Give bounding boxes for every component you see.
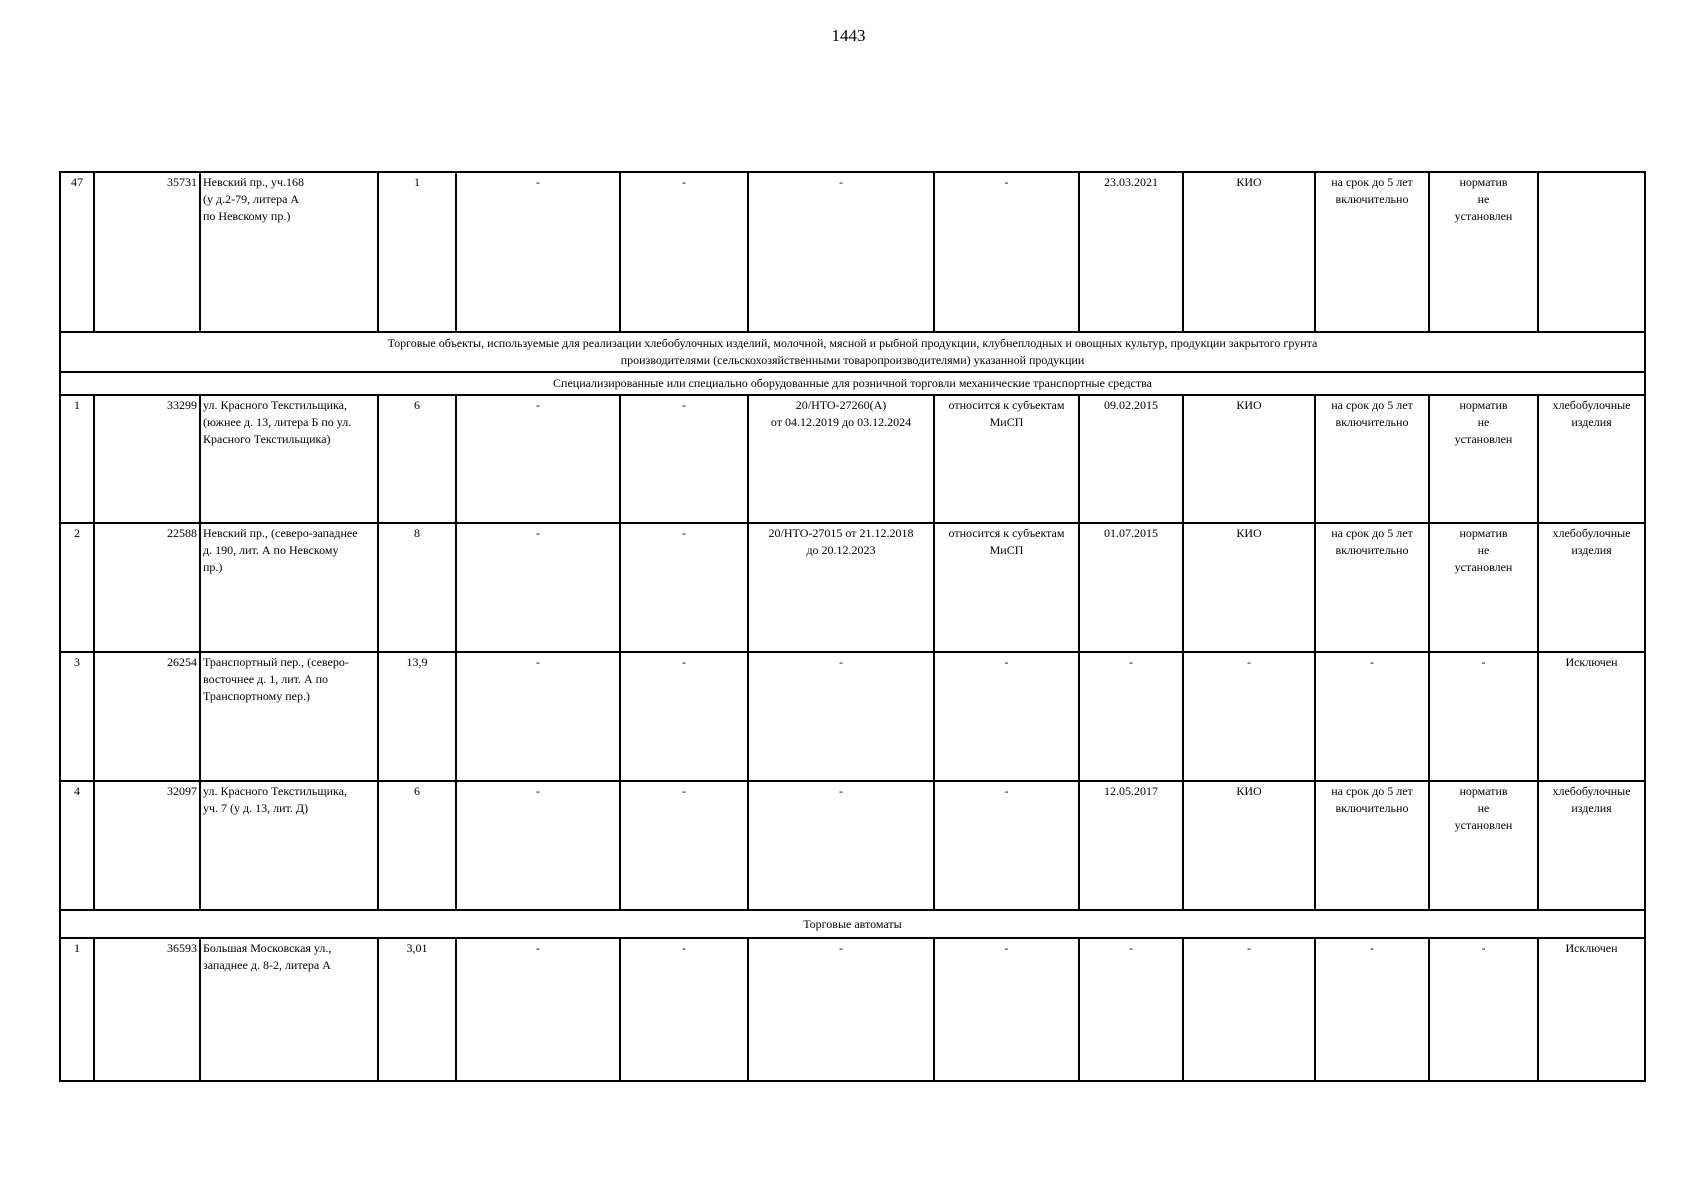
- address: ул. Красного Текстильщика, (южнее д. 13, литера Б по ул. Красного Текстильщика): [203, 398, 352, 446]
- row-number: 4: [60, 781, 94, 910]
- term: -: [1370, 941, 1374, 955]
- organization: КИО: [1183, 523, 1315, 652]
- page-number: 1443: [831, 26, 866, 45]
- section-title: Специализированные или специально оборудованные для розничной торговли механические транспортные средства: [553, 376, 1152, 390]
- table-row: [60, 523, 1645, 652]
- contract: -: [839, 784, 843, 798]
- row-number: 3: [60, 652, 94, 781]
- area: 6: [378, 781, 456, 910]
- contract: -: [839, 175, 843, 189]
- note: хлебобулочные изделия: [1552, 784, 1631, 815]
- term: на срок до 5 лет включительно: [1331, 526, 1413, 557]
- object-id: 33299: [94, 395, 200, 523]
- date: 12.05.2017: [1079, 781, 1183, 910]
- table-row: [60, 395, 1645, 523]
- area: 8: [378, 523, 456, 652]
- table-row: [60, 172, 1645, 332]
- contract: -: [839, 941, 843, 955]
- organization: -: [1183, 938, 1315, 1081]
- object-id: 35731: [94, 172, 200, 332]
- section-title: Торговые объекты, используемые для реализации хлебобулочных изделий, молочной, мясной и рыбной продукции, клубнеплодных и овощных культур, продукции закрытого грунта производителями (сельскохозяйственными товаропроизводителями) указанной продукции: [387, 336, 1318, 367]
- object-id: 36593: [94, 938, 200, 1081]
- col-6: -: [620, 172, 748, 332]
- norm: норматив не установлен: [1454, 784, 1513, 832]
- norm: норматив не установлен: [1454, 175, 1513, 223]
- area: 1: [378, 172, 456, 332]
- col-5: -: [456, 395, 620, 523]
- contract: 20/НТО-27260(А) от 04.12.2019 до 03.12.2024: [770, 398, 912, 429]
- smsp-status: -: [1004, 655, 1009, 669]
- row-number: 47: [60, 172, 94, 332]
- address: Невский пр., уч.168 (у д.2-79, литера А по Невскому пр.): [203, 175, 305, 223]
- col-5: -: [456, 938, 620, 1081]
- address: Невский пр., (северо-западнее д. 190, лит. А по Невскому пр.): [203, 526, 358, 574]
- col-6: -: [620, 395, 748, 523]
- date: 23.03.2021: [1079, 172, 1183, 332]
- col-6: -: [620, 652, 748, 781]
- note: Исключен: [1565, 941, 1618, 955]
- area: 6: [378, 395, 456, 523]
- smsp-status: относится к субъектам МиСП: [948, 526, 1065, 557]
- organization: КИО: [1183, 395, 1315, 523]
- contract: 20/НТО-27015 от 21.12.2018 до 20.12.2023: [768, 526, 914, 557]
- table-row: [60, 652, 1645, 781]
- col-6: -: [620, 523, 748, 652]
- organization: -: [1183, 652, 1315, 781]
- row-number: 1: [60, 938, 94, 1081]
- area: 13,9: [378, 652, 456, 781]
- object-id: 32097: [94, 781, 200, 910]
- section-row: [60, 910, 1645, 938]
- address: Транспортный пер., (северо- восточнее д. 1, лит. А по Транспортному пер.): [203, 655, 349, 703]
- area: 3,01: [378, 938, 456, 1081]
- col-5: -: [456, 172, 620, 332]
- note: хлебобулочные изделия: [1552, 398, 1631, 429]
- organization: КИО: [1183, 172, 1315, 332]
- date: -: [1079, 938, 1183, 1081]
- col-6: -: [620, 938, 748, 1081]
- organization: КИО: [1183, 781, 1315, 910]
- row-number: 1: [60, 395, 94, 523]
- norm: -: [1481, 655, 1486, 669]
- term: на срок до 5 лет включительно: [1331, 175, 1413, 206]
- date: 09.02.2015: [1079, 395, 1183, 523]
- table-row: [60, 938, 1645, 1081]
- object-id: 22588: [94, 523, 200, 652]
- section-title: Торговые автоматы: [803, 916, 902, 931]
- col-5: -: [456, 652, 620, 781]
- object-id: 26254: [94, 652, 200, 781]
- note: Исключен: [1565, 655, 1618, 669]
- norm: норматив не установлен: [1454, 398, 1513, 446]
- date: 01.07.2015: [1079, 523, 1183, 652]
- term: на срок до 5 лет включительно: [1331, 784, 1413, 815]
- table-row: [60, 781, 1645, 910]
- section-row: [60, 372, 1645, 395]
- smsp-status: -: [1004, 941, 1009, 955]
- norm: -: [1481, 941, 1486, 955]
- address: Большая Московская ул., западнее д. 8-2, литера А: [203, 941, 332, 972]
- note: хлебобулочные изделия: [1552, 526, 1631, 557]
- norm: норматив не установлен: [1454, 526, 1513, 574]
- col-5: -: [456, 781, 620, 910]
- row-number: 2: [60, 523, 94, 652]
- term: на срок до 5 лет включительно: [1331, 398, 1413, 429]
- term: -: [1370, 655, 1374, 669]
- col-6: -: [620, 781, 748, 910]
- col-5: -: [456, 523, 620, 652]
- registry-table: [59, 171, 1646, 1082]
- section-row: [60, 332, 1645, 372]
- date: -: [1079, 652, 1183, 781]
- smsp-status: -: [1004, 784, 1009, 798]
- smsp-status: относится к субъектам МиСП: [948, 398, 1065, 429]
- smsp-status: -: [1004, 175, 1009, 189]
- contract: -: [839, 655, 843, 669]
- address: ул. Красного Текстильщика, уч. 7 (у д. 13, лит. Д): [203, 784, 347, 815]
